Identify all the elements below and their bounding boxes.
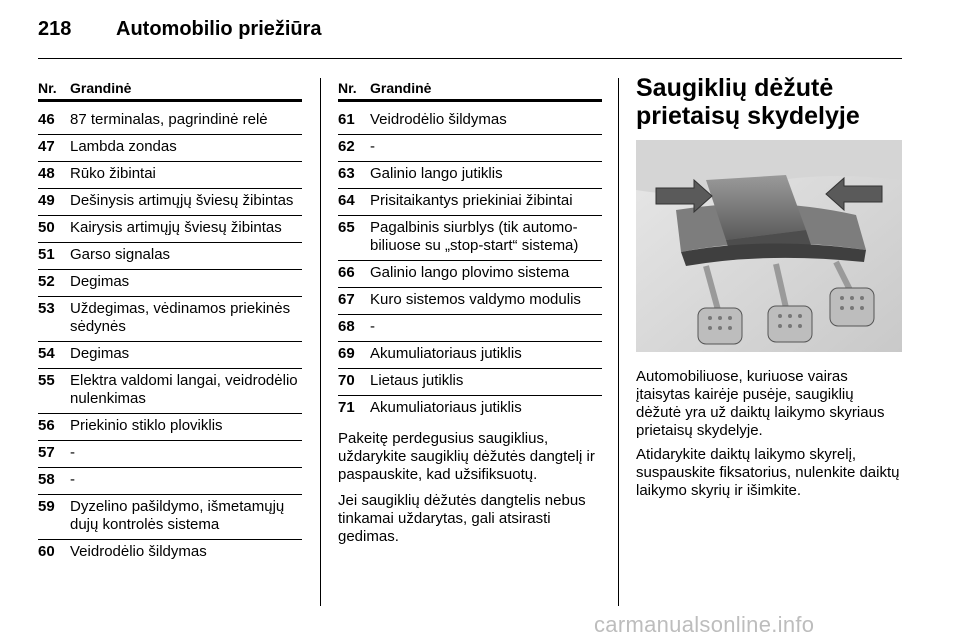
table-row bbox=[38, 108, 302, 135]
header-rule bbox=[38, 58, 902, 59]
fuse-number: 66 bbox=[338, 264, 355, 281]
instruction-paragraph-2: Jei saugiklių dėžutės dangtelis nebus tinkamai uždarytas, gali atsirasti gedimas. bbox=[338, 492, 586, 545]
fuse-number: 51 bbox=[38, 246, 55, 263]
table-row bbox=[38, 540, 302, 566]
table-row bbox=[38, 189, 302, 216]
page-title: Automobilio priežiūra bbox=[116, 18, 322, 40]
fuse-number: 70 bbox=[338, 372, 355, 389]
table-row bbox=[38, 243, 302, 270]
fuse-number: 47 bbox=[38, 138, 55, 155]
circuit-name: Veidrodėlio šildymas bbox=[370, 111, 507, 128]
table-header bbox=[338, 78, 602, 98]
table-header-rule bbox=[338, 99, 602, 102]
circuit-name: Priekinio stiklo ploviklis bbox=[70, 417, 223, 434]
circuit-name: - bbox=[70, 444, 75, 461]
header-nr: Nr. bbox=[338, 80, 357, 96]
fuse-number: 59 bbox=[38, 498, 55, 515]
table-header-rule bbox=[38, 99, 302, 102]
location-paragraph: Automobiliuose, kuriuose vairas įtaisytas kairėje pusėje, saugiklių dėžutė yra už daiktų laikymo skyriaus prietaisų skydelyje. bbox=[636, 368, 885, 439]
circuit-name: Akumuliatoriaus jutiklis bbox=[370, 345, 522, 362]
table-header bbox=[38, 78, 302, 98]
table-row bbox=[38, 297, 302, 342]
table-row bbox=[338, 189, 602, 216]
table-body bbox=[338, 108, 602, 422]
fuse-number: 56 bbox=[38, 417, 55, 434]
circuit-name: Kuro sistemos valdymo modulis bbox=[370, 291, 581, 308]
column-divider-2 bbox=[618, 78, 619, 606]
watermark: carmanualsonline.info bbox=[594, 612, 815, 637]
table-row bbox=[338, 396, 602, 422]
circuit-name: Elektra valdomi langai, veidrodėlio nulenkimas bbox=[70, 372, 298, 407]
fuse-number: 67 bbox=[338, 291, 355, 308]
fuse-number: 68 bbox=[338, 318, 355, 335]
table-row bbox=[338, 342, 602, 369]
header-nr: Nr. bbox=[38, 80, 57, 96]
fuse-number: 54 bbox=[38, 345, 55, 362]
fuse-number: 60 bbox=[38, 543, 55, 560]
header-circuit: Grandinė bbox=[70, 80, 132, 96]
page-number: 218 bbox=[38, 18, 72, 40]
circuit-name: Dyzelino pašildymo, išmetamųjų dujų kontrolės sistema bbox=[70, 498, 285, 533]
table-row bbox=[38, 414, 302, 441]
circuit-name: - bbox=[370, 138, 375, 155]
fuse-number: 69 bbox=[338, 345, 355, 362]
circuit-name: - bbox=[370, 318, 375, 335]
table-row bbox=[38, 468, 302, 495]
table-row bbox=[38, 495, 302, 540]
table-row bbox=[38, 441, 302, 468]
table-row bbox=[38, 135, 302, 162]
removal-paragraph: Atidarykite daiktų laikymo skyrelį, suspauskite fiksatorius, nulenkite daiktų laikymo skyrių ir išimkite. bbox=[636, 446, 900, 499]
header-circuit: Grandinė bbox=[370, 80, 432, 96]
circuit-name: Galinio lango jutiklis bbox=[370, 165, 503, 182]
page-header bbox=[38, 18, 322, 48]
table-row bbox=[338, 162, 602, 189]
circuit-name: Pagalbinis siurblys (tik automobiliuose su „stop-start“ sistema) bbox=[370, 219, 579, 254]
circuit-name: 87 terminalas, pagrindinė relė bbox=[70, 111, 268, 128]
table-row bbox=[338, 216, 602, 261]
table-row bbox=[338, 261, 602, 288]
circuit-name: Lambda zondas bbox=[70, 138, 177, 155]
fuse-number: 64 bbox=[338, 192, 355, 209]
right-column bbox=[636, 74, 902, 500]
table-row bbox=[338, 288, 602, 315]
circuit-name: Dešinysis artimųjų šviesų žibintas bbox=[70, 192, 294, 209]
circuit-name: Kairysis artimųjų šviesų žibintas bbox=[70, 219, 282, 236]
circuit-name: Veidrodėlio šildymas bbox=[70, 543, 207, 560]
circuit-name: Garso signalas bbox=[70, 246, 171, 263]
table-row bbox=[38, 270, 302, 297]
circuit-name: Galinio lango plovimo sistema bbox=[370, 264, 570, 281]
fuse-number: 49 bbox=[38, 192, 55, 209]
table-row bbox=[338, 315, 602, 342]
fuse-number: 50 bbox=[38, 219, 55, 236]
table-row bbox=[338, 108, 602, 135]
section-title: Saugiklių dėžutė prietaisų skydelyje bbox=[636, 74, 860, 130]
circuit-name: Akumuliatoriaus jutiklis bbox=[370, 399, 522, 416]
fuse-number: 53 bbox=[38, 300, 55, 317]
fuse-table-middle bbox=[338, 78, 602, 546]
fuse-number: 63 bbox=[338, 165, 355, 182]
circuit-name: - bbox=[70, 471, 75, 488]
fuse-number: 62 bbox=[338, 138, 355, 155]
table-row bbox=[338, 369, 602, 396]
table-body bbox=[38, 108, 302, 566]
fuse-number: 46 bbox=[38, 111, 55, 128]
table-row bbox=[338, 135, 602, 162]
circuit-name: Lietaus jutiklis bbox=[370, 372, 464, 389]
table-row bbox=[38, 216, 302, 243]
fuse-number: 57 bbox=[38, 444, 55, 461]
fuse-number: 71 bbox=[338, 399, 355, 416]
circuit-name: Degimas bbox=[70, 345, 130, 362]
table-row bbox=[38, 162, 302, 189]
circuit-name: Uždegimas, vėdinamos priekinės sėdynės bbox=[70, 300, 291, 335]
circuit-name: Degimas bbox=[70, 273, 130, 290]
column-divider-1 bbox=[320, 78, 321, 606]
fuse-number: 55 bbox=[38, 372, 55, 389]
circuit-name: Rūko žibintai bbox=[70, 165, 156, 182]
fuse-table-left bbox=[38, 78, 302, 566]
circuit-name: Prisitaikantys priekiniai žibintai bbox=[370, 192, 573, 209]
fuse-number: 52 bbox=[38, 273, 55, 290]
fuse-number: 65 bbox=[338, 219, 355, 236]
table-row bbox=[38, 369, 302, 414]
fuse-number: 58 bbox=[38, 471, 55, 488]
fuse-number: 48 bbox=[38, 165, 55, 182]
instruction-paragraph-1: Pakeitę perdegusius saugiklius, uždarykite saugiklių dėžutės dangtelį ir paspauskite, kad užsifiksuotų. bbox=[338, 430, 595, 483]
fuse-number: 61 bbox=[338, 111, 355, 128]
fusebox-photo bbox=[636, 140, 902, 352]
table-row bbox=[38, 342, 302, 369]
